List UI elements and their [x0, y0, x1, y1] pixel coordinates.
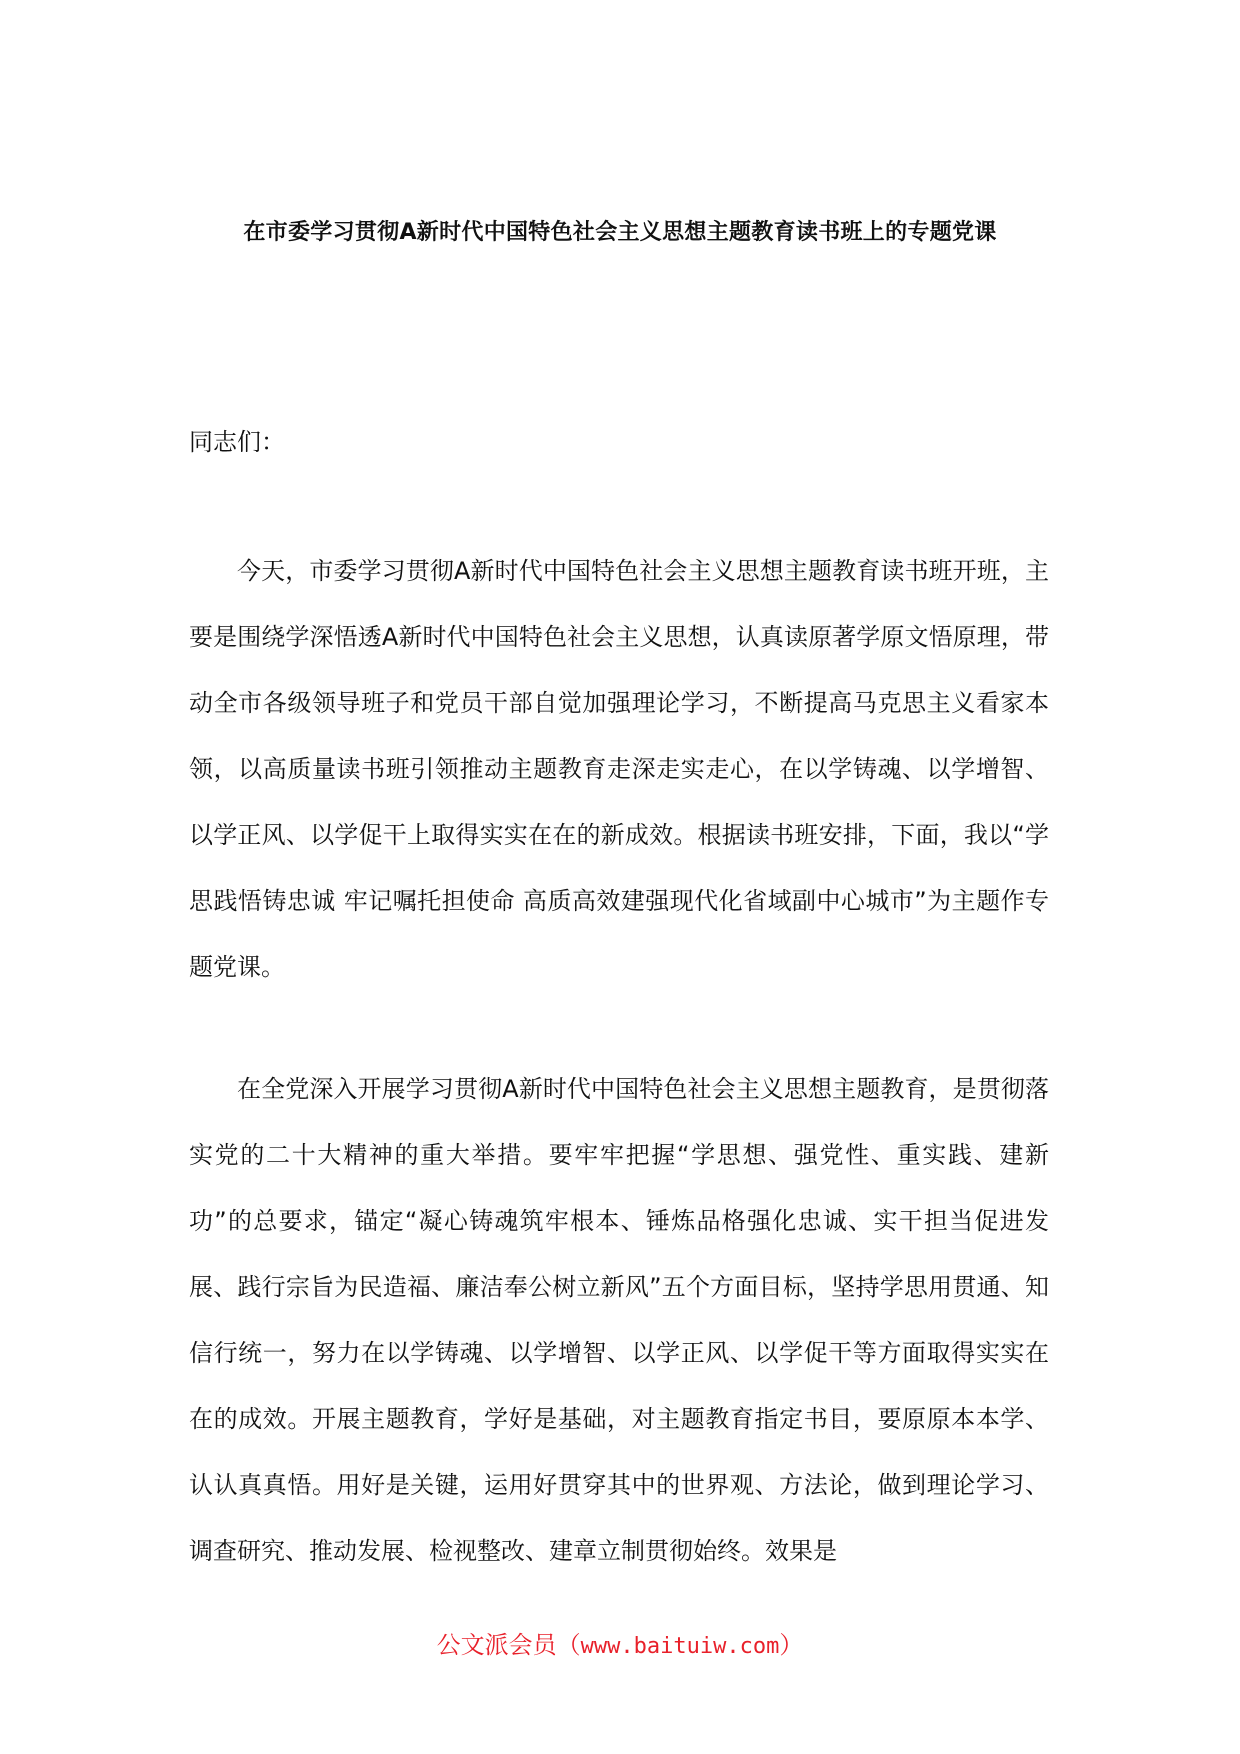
body-paragraph-2: 在全党深入开展学习贯彻A新时代中国特色社会主义思想主题教育，是贯彻落实党的二十大精神的重大举措。要牢牢把握“学思想、强党性、重实践、建新功”的总要求，锚定“凝心铸魂筑牢根本、锤炼品格强化忠诚、实干担当促进发展、践行宗旨为民造福、廉洁奉公树立新风”五个方面目标，坚持学思用贯通、知信行统一，努力在以学铸魂、以学增智、以学正风、以学促干等方面取得实实在在的成效。开展主题教育，学好是基础，对主题教育指定书目，要原原本本学、认认真真悟。用好是关键，运用好贯穿其中的世界观、方法论，做到理论学习、调查研究、推动发展、检视整改、建章立制贯彻始终。效果是 — [189, 1075, 1049, 1565]
watermark-close: ） — [779, 1631, 804, 1659]
watermark-brand: 公文派会员（ — [436, 1631, 581, 1659]
watermark-url[interactable]: www.baituiw.com — [580, 1634, 780, 1659]
body-paragraph-1: 今天，市委学习贯彻A新时代中国特色社会主义思想主题教育读书班开班，主要是围绕学深悟透A新时代中国特色社会主义思想，认真读原著学原文悟原理，带动全市各级领导班子和党员干部自觉加强理论学习，不断提高马克思主义看家本领，以高质量读书班引领推动主题教育走深走实走心，在以学铸魂、以学增智、以学正风、以学促干上取得实实在在的新成效。根据读书班安排，下面，我以“学思践悟铸忠诚 牢记嘱托担使命 高质高效建强现代化省域副中心城市”为主题作专题党课。 — [189, 557, 1049, 981]
document-title: 在市委学习贯彻A新时代中国特色社会主义思想主题教育读书班上的专题党课 — [243, 220, 997, 245]
footer-watermark — [0, 1628, 1240, 1664]
salutation: 同志们： — [189, 428, 285, 456]
